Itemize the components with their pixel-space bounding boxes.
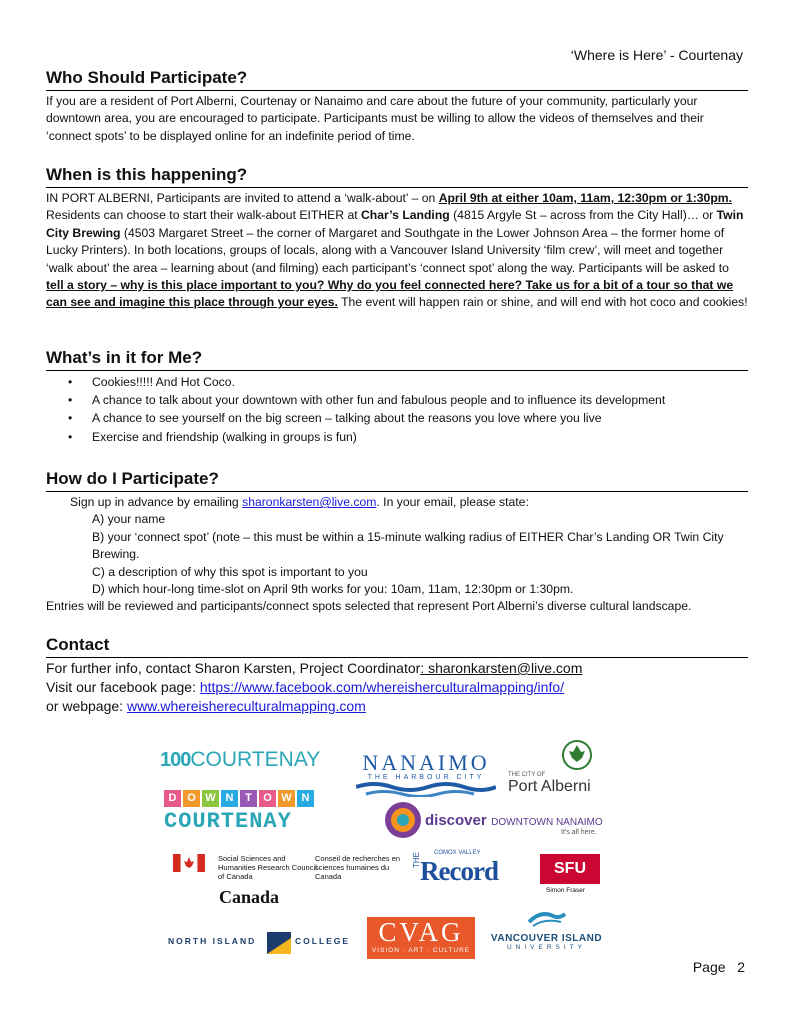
courtenay-100-logo [160, 748, 320, 772]
discover-word: discover [425, 812, 487, 829]
sfu-logo [540, 854, 602, 894]
how-item: B) your ‘connect spot’ (note – this must be within a 15-minute walking radius of EITHER Char’s Landing OR Twin City Brewing. [92, 529, 724, 562]
contact-line-1 [46, 659, 748, 678]
contact-line-3 [46, 697, 748, 716]
contact-line-2 [46, 678, 748, 697]
contact-email-link[interactable]: : sharonkarsten@live.com [420, 660, 583, 676]
nanaimo-logo [356, 752, 496, 802]
sshrc-french: Conseil de recherches en sciences humaines du Canada [315, 854, 401, 881]
nanaimo-word: NANAIMO [362, 750, 490, 775]
how-section [46, 468, 748, 616]
discover-tag: It’s all here. [561, 829, 597, 836]
when-text-part: (4503 Margaret Street – the corner of Margaret and Southgate in the Lower Johnson Area – the former home of Lucky Printers). In both locations, groups of locals, along with a Vancouver Island University ‘film crew’, will meet and together ‘walk about’ the area – learning about (and filming) each participant’s ‘connect spot’ along the way. Participants will be asked to [46, 225, 729, 275]
page-number: 2 [737, 959, 745, 975]
signup-email-link[interactable]: sharonkarsten@live.com [242, 495, 377, 509]
downtown-letter: W [202, 790, 219, 807]
downtown-letters [164, 790, 314, 807]
discover-rest: DOWNTOWN NANAIMO [491, 817, 603, 828]
when-text [46, 190, 748, 312]
how-intro-text: . In your email, please state: [376, 495, 529, 509]
how-item: D) which hour-long time-slot on April 9th works for you: 10am, 11am, 12:30pm or 1:30pm. [92, 582, 574, 597]
canada-flag-icon [173, 854, 205, 872]
who-heading: Who Should Participate? [46, 67, 748, 91]
record-comox: COMOX VALLEY [434, 850, 481, 856]
downtown-letter: N [221, 790, 238, 807]
downtown-letter: D [164, 790, 181, 807]
sfu-word: SFU [540, 854, 600, 884]
how-item: C) a description of why this spot is important to you [92, 564, 368, 579]
list-item: • Cookies!!!!! And Hot Coco. [46, 373, 748, 391]
maple-tree-icon [562, 740, 592, 770]
contact-text: For further info, contact Sharon Karsten, Project Coordinator [46, 660, 421, 676]
record-the: THE [412, 852, 421, 868]
contact-section [46, 634, 748, 716]
when-date-highlight: April 9th at either 10am, 11am, 12:30pm or 1:30pm. [438, 191, 732, 205]
contact-heading: Contact [46, 634, 748, 658]
port-alberni-small: THE CITY OF [508, 772, 546, 778]
list-item: • A chance to talk about your downtown with other fun and fabulous people and to influence its development [46, 391, 748, 409]
how-closing: Entries will be reviewed and participants/connect spots selected that represent Port Alberni’s diverse cultural landscape. [46, 599, 692, 614]
record-word: Record [420, 856, 498, 886]
nic-mark-icon [267, 932, 291, 954]
viu-name: VANCOUVER ISLAND [490, 933, 603, 944]
cvag-logo [367, 917, 475, 959]
nic-north-island: NORTH ISLAND [168, 936, 257, 946]
who-section [46, 67, 748, 145]
how-intro [46, 494, 748, 511]
contact-text: or webpage: [46, 698, 127, 714]
downtown-letter: T [240, 790, 257, 807]
who-text: If you are a resident of Port Alberni, Courtenay or Nanaimo and care about the future of your community, particularly your downtown area, you are encouraged to participate. Participants must be willing to allow the videos of themselves and their ‘connect spots’ to be displayed online for an indefinite period of time. [46, 94, 704, 143]
downtown-letter: W [278, 790, 295, 807]
viu-wave-icon [527, 908, 567, 928]
when-heading: When is this happening? [46, 164, 748, 188]
when-text-part: Residents can choose to start their walk-about EITHER at [46, 208, 361, 223]
nanaimo-sub: THE HARBOUR CITY [367, 774, 485, 781]
cvag-sub: VISION · ART · CULTURE [371, 947, 471, 954]
whats-section [46, 347, 748, 446]
benefits-list [46, 373, 748, 446]
page-footer [693, 959, 745, 975]
wave-icon [356, 781, 496, 797]
list-item: • A chance to see yourself on the big screen – talking about the reasons you love where you live [46, 409, 748, 427]
tell-story-highlight: tell a story – why is this place important to you? Why do you feel connected here? Take us for a bit of a tour so that we can see and imagine this place through your eyes. [46, 278, 734, 310]
sfu-sub: Simon Fraser [546, 887, 586, 894]
sshrc-english: Social Sciences and Humanities Research Council of Canada [218, 854, 317, 881]
webpage-link[interactable]: www.whereishereculturalmapping.com [126, 698, 366, 714]
how-item: A) your name [92, 512, 166, 527]
downtown-courtenay-word: COURTENAY [164, 809, 292, 834]
list-item: • Exercise and friendship (walking in groups is fun) [46, 428, 748, 446]
downtown-letter: N [297, 790, 314, 807]
how-intro-text: Sign up in advance by emailing [70, 495, 243, 509]
twin-city-brewing-label: Twin City Brewing [46, 208, 744, 240]
facebook-link[interactable]: https://www.facebook.com/whereisherculturalmapping/info/ [199, 679, 565, 695]
viu-university: UNIVERSITY [506, 944, 586, 951]
cvag-word: CVAG [378, 917, 464, 947]
downtown-courtenay-logo [164, 790, 314, 834]
when-text-part: IN PORT ALBERNI, Participants are invited to attend a ‘walk-about’ – on [46, 191, 439, 205]
when-section [46, 164, 748, 312]
port-alberni-word: Port Alberni [508, 778, 591, 795]
contact-text: Visit our facebook page: [46, 679, 200, 695]
courtenay-100-word: COURTENAY [190, 748, 321, 771]
discover-text [425, 812, 603, 830]
discover-swirl-icon [383, 800, 423, 840]
viu-logo [484, 908, 609, 951]
when-text-part: (4815 Argyle St – across from the City Hall)… or [449, 208, 717, 223]
nic-college: COLLEGE [295, 936, 351, 946]
chars-landing-label: Char’s Landing [361, 208, 450, 223]
page-label: Page [692, 959, 726, 975]
whats-heading: What’s in it for Me? [46, 347, 748, 371]
downtown-letter: O [183, 790, 200, 807]
canada-wordmark: Canada [219, 887, 280, 907]
downtown-letter: O [259, 790, 276, 807]
how-heading: How do I Participate? [46, 468, 748, 492]
courtenay-100-number: 100 [160, 749, 191, 771]
when-text-part: The event will happen rain or shine, and will end with hot coco and cookies! [337, 295, 748, 310]
document-header: ‘Where is Here’ - Courtenay [570, 47, 743, 63]
